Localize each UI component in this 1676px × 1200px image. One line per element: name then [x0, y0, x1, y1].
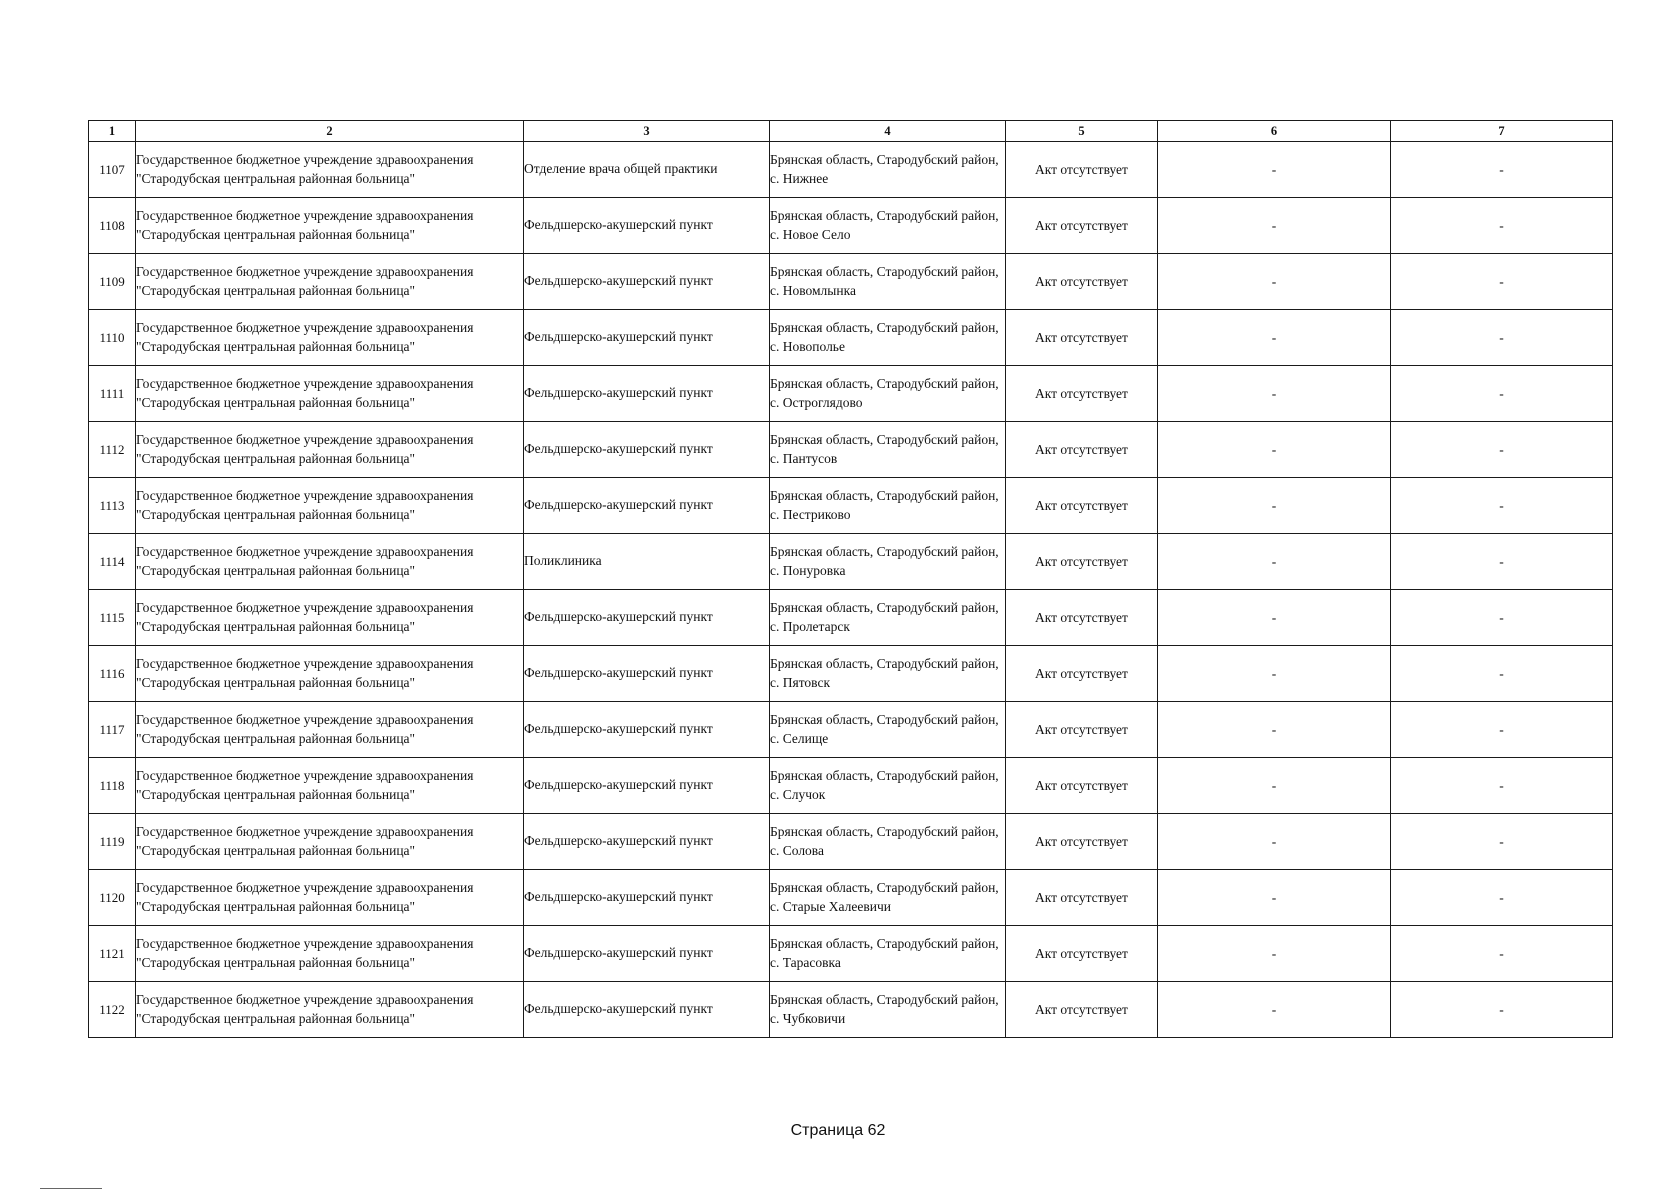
address: Брянская область, Стародубский район, с. Тарасовка — [770, 926, 1006, 982]
row-number: 1114 — [89, 534, 136, 590]
address: Брянская область, Стародубский район, с. Старые Халеевичи — [770, 870, 1006, 926]
act-status: Акт отсутствует — [1006, 142, 1158, 198]
address: Брянская область, Стародубский район, с. Случок — [770, 758, 1006, 814]
act-status: Акт отсутствует — [1006, 646, 1158, 702]
column-7-value: - — [1391, 310, 1613, 366]
address: Брянская область, Стародубский район, с. Пантусов — [770, 422, 1006, 478]
table-row — [89, 310, 1613, 366]
column-7-value: - — [1391, 814, 1613, 870]
row-number: 1115 — [89, 590, 136, 646]
column-7-value: - — [1391, 646, 1613, 702]
unit-type: Фельдшерско-акушерский пункт — [524, 254, 770, 310]
row-number: 1122 — [89, 982, 136, 1038]
organization-name: Государственное бюджетное учреждение здравоохранения "Стародубская центральная районная больница" — [136, 422, 524, 478]
address: Брянская область, Стародубский район, с. Новополье — [770, 310, 1006, 366]
unit-type: Фельдшерско-акушерский пункт — [524, 926, 770, 982]
address: Брянская область, Стародубский район, с. Солова — [770, 814, 1006, 870]
row-number: 1110 — [89, 310, 136, 366]
address: Брянская область, Стародубский район, с. Пестриково — [770, 478, 1006, 534]
act-status: Акт отсутствует — [1006, 198, 1158, 254]
column-6-value: - — [1158, 254, 1391, 310]
organization-name: Государственное бюджетное учреждение здравоохранения "Стародубская центральная районная больница" — [136, 198, 524, 254]
column-header-7: 7 — [1391, 121, 1613, 142]
organization-name: Государственное бюджетное учреждение здравоохранения "Стародубская центральная районная больница" — [136, 758, 524, 814]
column-header-2: 2 — [136, 121, 524, 142]
column-7-value: - — [1391, 590, 1613, 646]
table-row — [89, 590, 1613, 646]
address: Брянская область, Стародубский район, с. Нижнее — [770, 142, 1006, 198]
column-6-value: - — [1158, 814, 1391, 870]
table-row — [89, 646, 1613, 702]
organization-name: Государственное бюджетное учреждение здравоохранения "Стародубская центральная районная больница" — [136, 870, 524, 926]
column-6-value: - — [1158, 982, 1391, 1038]
table-row — [89, 366, 1613, 422]
act-status: Акт отсутствует — [1006, 982, 1158, 1038]
organization-name: Государственное бюджетное учреждение здравоохранения "Стародубская центральная районная больница" — [136, 926, 524, 982]
table-row — [89, 814, 1613, 870]
table-row — [89, 702, 1613, 758]
registry-table-container — [88, 120, 1612, 1038]
organization-name: Государственное бюджетное учреждение здравоохранения "Стародубская центральная районная больница" — [136, 814, 524, 870]
act-status: Акт отсутствует — [1006, 926, 1158, 982]
column-7-value: - — [1391, 534, 1613, 590]
column-6-value: - — [1158, 702, 1391, 758]
unit-type: Фельдшерско-акушерский пункт — [524, 310, 770, 366]
organization-name: Государственное бюджетное учреждение здравоохранения "Стародубская центральная районная больница" — [136, 702, 524, 758]
table-row — [89, 870, 1613, 926]
address: Брянская область, Стародубский район, с. Чубковичи — [770, 982, 1006, 1038]
column-6-value: - — [1158, 422, 1391, 478]
column-header-5: 5 — [1006, 121, 1158, 142]
address: Брянская область, Стародубский район, с. Пятовск — [770, 646, 1006, 702]
table-row — [89, 254, 1613, 310]
act-status: Акт отсутствует — [1006, 702, 1158, 758]
act-status: Акт отсутствует — [1006, 478, 1158, 534]
organization-name: Государственное бюджетное учреждение здравоохранения "Стародубская центральная районная больница" — [136, 366, 524, 422]
act-status: Акт отсутствует — [1006, 310, 1158, 366]
column-7-value: - — [1391, 142, 1613, 198]
table-row — [89, 198, 1613, 254]
column-7-value: - — [1391, 982, 1613, 1038]
address: Брянская область, Стародубский район, с. Остроглядово — [770, 366, 1006, 422]
table-row — [89, 926, 1613, 982]
row-number: 1109 — [89, 254, 136, 310]
column-7-value: - — [1391, 198, 1613, 254]
table-row — [89, 478, 1613, 534]
address: Брянская область, Стародубский район, с. Новое Село — [770, 198, 1006, 254]
organization-name: Государственное бюджетное учреждение здравоохранения "Стародубская центральная районная больница" — [136, 254, 524, 310]
row-number: 1113 — [89, 478, 136, 534]
organization-name: Государственное бюджетное учреждение здравоохранения "Стародубская центральная районная больница" — [136, 534, 524, 590]
column-6-value: - — [1158, 478, 1391, 534]
unit-type: Поликлиника — [524, 534, 770, 590]
column-6-value: - — [1158, 310, 1391, 366]
organization-name: Государственное бюджетное учреждение здравоохранения "Стародубская центральная районная больница" — [136, 310, 524, 366]
page-number: Страница 62 — [790, 1122, 886, 1139]
column-header-4: 4 — [770, 121, 1006, 142]
address: Брянская область, Стародубский район, с. Понуровка — [770, 534, 1006, 590]
unit-type: Фельдшерско-акушерский пункт — [524, 422, 770, 478]
organization-name: Государственное бюджетное учреждение здравоохранения "Стародубская центральная районная больница" — [136, 646, 524, 702]
act-status: Акт отсутствует — [1006, 758, 1158, 814]
column-7-value: - — [1391, 366, 1613, 422]
table-row — [89, 982, 1613, 1038]
column-6-value: - — [1158, 198, 1391, 254]
act-status: Акт отсутствует — [1006, 254, 1158, 310]
row-number: 1107 — [89, 142, 136, 198]
column-6-value: - — [1158, 870, 1391, 926]
column-6-value: - — [1158, 366, 1391, 422]
table-row — [89, 758, 1613, 814]
row-number: 1112 — [89, 422, 136, 478]
table-row — [89, 422, 1613, 478]
unit-type: Фельдшерско-акушерский пункт — [524, 758, 770, 814]
unit-type: Фельдшерско-акушерский пункт — [524, 982, 770, 1038]
row-number: 1119 — [89, 814, 136, 870]
column-7-value: - — [1391, 702, 1613, 758]
act-status: Акт отсутствует — [1006, 870, 1158, 926]
row-number: 1111 — [89, 366, 136, 422]
column-header-1: 1 — [89, 121, 136, 142]
column-6-value: - — [1158, 590, 1391, 646]
column-number-row — [89, 121, 1613, 142]
column-7-value: - — [1391, 758, 1613, 814]
row-number: 1121 — [89, 926, 136, 982]
column-7-value: - — [1391, 870, 1613, 926]
column-6-value: - — [1158, 142, 1391, 198]
column-7-value: - — [1391, 422, 1613, 478]
table-row — [89, 534, 1613, 590]
column-header-6: 6 — [1158, 121, 1391, 142]
column-6-value: - — [1158, 758, 1391, 814]
row-number: 1118 — [89, 758, 136, 814]
column-6-value: - — [1158, 534, 1391, 590]
unit-type: Фельдшерско-акушерский пункт — [524, 366, 770, 422]
organization-name: Государственное бюджетное учреждение здравоохранения "Стародубская центральная районная больница" — [136, 982, 524, 1038]
table-row — [89, 142, 1613, 198]
act-status: Акт отсутствует — [1006, 590, 1158, 646]
unit-type: Фельдшерско-акушерский пункт — [524, 590, 770, 646]
act-status: Акт отсутствует — [1006, 814, 1158, 870]
unit-type: Фельдшерско-акушерский пункт — [524, 870, 770, 926]
act-status: Акт отсутствует — [1006, 534, 1158, 590]
address: Брянская область, Стародубский район, с. Новомлынка — [770, 254, 1006, 310]
row-number: 1108 — [89, 198, 136, 254]
unit-type: Фельдшерско-акушерский пункт — [524, 478, 770, 534]
act-status: Акт отсутствует — [1006, 422, 1158, 478]
organization-name: Государственное бюджетное учреждение здравоохранения "Стародубская центральная районная больница" — [136, 478, 524, 534]
address: Брянская область, Стародубский район, с. Селище — [770, 702, 1006, 758]
column-header-3: 3 — [524, 121, 770, 142]
unit-type: Фельдшерско-акушерский пункт — [524, 646, 770, 702]
row-number: 1117 — [89, 702, 136, 758]
unit-type: Фельдшерско-акушерский пункт — [524, 198, 770, 254]
column-7-value: - — [1391, 478, 1613, 534]
registry-table — [88, 120, 1613, 1038]
unit-type: Фельдшерско-акушерский пункт — [524, 814, 770, 870]
row-number: 1116 — [89, 646, 136, 702]
table-body — [89, 142, 1613, 1038]
act-status: Акт отсутствует — [1006, 366, 1158, 422]
address: Брянская область, Стародубский район, с. Пролетарск — [770, 590, 1006, 646]
organization-name: Государственное бюджетное учреждение здравоохранения "Стародубская центральная районная больница" — [136, 590, 524, 646]
row-number: 1120 — [89, 870, 136, 926]
unit-type: Отделение врача общей практики — [524, 142, 770, 198]
column-6-value: - — [1158, 926, 1391, 982]
organization-name: Государственное бюджетное учреждение здравоохранения "Стародубская центральная районная больница" — [136, 142, 524, 198]
scan-artifact-line — [40, 1188, 102, 1189]
column-7-value: - — [1391, 926, 1613, 982]
column-7-value: - — [1391, 254, 1613, 310]
column-6-value: - — [1158, 646, 1391, 702]
unit-type: Фельдшерско-акушерский пункт — [524, 702, 770, 758]
